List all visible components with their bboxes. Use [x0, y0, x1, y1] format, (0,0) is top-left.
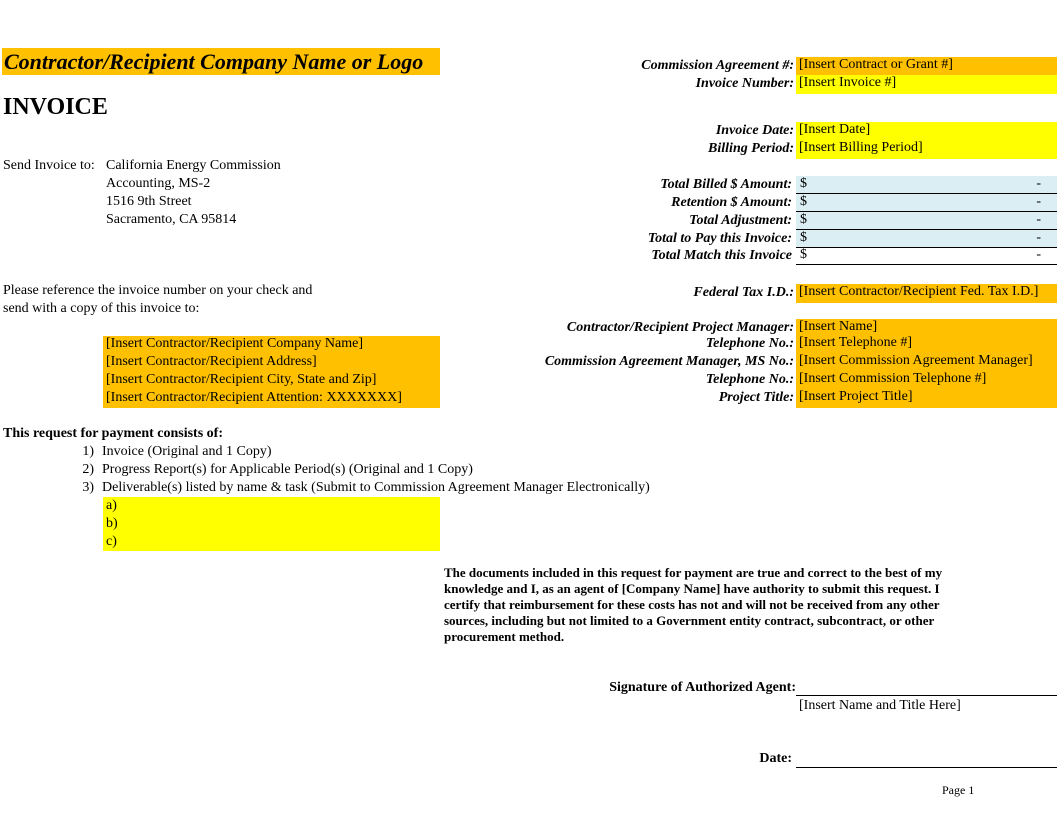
amount-value: -: [1036, 194, 1041, 209]
list-text: Invoice (Original and 1 Copy): [102, 444, 272, 459]
company-logo-placeholder: Contractor/Recipient Company Name or Logo: [2, 48, 440, 75]
certification-line: certify that reimbursement for these costs has not and will not be received from any other: [444, 597, 940, 612]
invoice-number-label: Invoice Number:: [695, 76, 794, 91]
total-to-pay-label: Total to Pay this Invoice:: [647, 231, 792, 246]
project-manager-label: Contractor/Recipient Project Manager:: [566, 320, 794, 335]
agreement-manager-label: Commission Agreement Manager, MS No.:: [544, 354, 794, 369]
amount-value: -: [1036, 212, 1041, 227]
billing-period-label: Billing Period:: [708, 141, 794, 156]
federal-tax-id-label: Federal Tax I.D.:: [693, 285, 794, 300]
currency-symbol: $: [800, 247, 807, 262]
total-match-label: Total Match this Invoice: [651, 248, 792, 263]
deliverables-block[interactable]: [103, 497, 440, 551]
federal-tax-id-field[interactable]: [Insert Contractor/Recipient Fed. Tax I.D.]: [796, 284, 1057, 303]
total-match-field[interactable]: [796, 247, 1057, 265]
retention-amount-field[interactable]: [796, 194, 1057, 212]
amount-value: -: [1036, 247, 1041, 262]
amount-value: -: [1036, 230, 1041, 245]
send-to-line: California Energy Commission: [106, 158, 281, 173]
commission-agreement-label: Commission Agreement #:: [641, 58, 794, 73]
contractor-address-line: [Insert Contractor/Recipient City, State and Zip]: [106, 372, 377, 387]
page-number: Page 1: [942, 783, 975, 797]
list-item: [76, 480, 776, 498]
certification-line: sources, including but not limited to a Government entity contract, subcontract, or other: [444, 613, 935, 628]
total-adjustment-field[interactable]: [796, 212, 1057, 230]
project-manager-field[interactable]: [Insert Name]: [799, 319, 878, 334]
date-label: Date:: [759, 751, 792, 766]
commission-telephone-label: Telephone No.:: [705, 372, 794, 387]
telephone-label: Telephone No.:: [705, 336, 794, 351]
deliverable-item: a): [106, 498, 117, 513]
signature-line[interactable]: [796, 695, 1057, 696]
list-text: Deliverable(s) listed by name & task (Submit to Commission Agreement Manager Electronically): [102, 480, 650, 495]
contractor-address-line: [Insert Contractor/Recipient Address]: [106, 354, 317, 369]
currency-symbol: $: [800, 230, 807, 245]
list-item: [76, 444, 776, 462]
reference-note: send with a copy of this invoice to:: [3, 301, 200, 316]
send-to-line: Accounting, MS-2: [106, 176, 211, 191]
commission-telephone-field[interactable]: [Insert Commission Telephone #]: [799, 371, 987, 386]
commission-agreement-field[interactable]: [Insert Contract or Grant #]: [796, 57, 1057, 76]
currency-symbol: $: [800, 176, 807, 191]
send-to-line: 1516 9th Street: [106, 194, 192, 209]
project-title-field[interactable]: [Insert Project Title]: [799, 389, 913, 404]
total-billed-label: Total Billed $ Amount:: [660, 177, 792, 192]
list-text: Progress Report(s) for Applicable Period(s) (Original and 1 Copy): [102, 462, 473, 477]
deliverable-item: b): [106, 516, 118, 531]
contractor-address-line: [Insert Contractor/Recipient Company Name]: [106, 336, 363, 351]
currency-symbol: $: [800, 194, 807, 209]
retention-amount-label: Retention $ Amount:: [671, 195, 792, 210]
date-line[interactable]: [796, 767, 1057, 768]
invoice-date-field[interactable]: [Insert Date]: [796, 122, 1057, 141]
list-number: 2): [82, 462, 94, 477]
send-to-label: Send Invoice to:: [3, 158, 95, 173]
amount-value: -: [1036, 176, 1041, 191]
signature-label: Signature of Authorized Agent:: [609, 680, 796, 695]
total-to-pay-field[interactable]: [796, 230, 1057, 248]
billing-period-field[interactable]: [Insert Billing Period]: [796, 140, 1057, 159]
agreement-manager-field[interactable]: [Insert Commission Agreement Manager]: [799, 353, 1033, 368]
certification-line: The documents included in this request for payment are true and correct to the best of my: [444, 565, 943, 580]
list-item: [76, 462, 776, 480]
page-title: INVOICE: [3, 94, 108, 120]
certification-text: [444, 565, 942, 645]
reference-note: Please reference the invoice number on your check and: [3, 283, 313, 298]
list-number: 1): [82, 444, 94, 459]
deliverable-item: c): [106, 534, 117, 549]
invoice-date-label: Invoice Date:: [715, 123, 794, 138]
telephone-field[interactable]: [Insert Telephone #]: [799, 335, 913, 350]
send-to-line: Sacramento, CA 95814: [106, 212, 237, 227]
certification-line: procurement method.: [444, 629, 565, 644]
total-adjustment-label: Total Adjustment:: [689, 213, 792, 228]
project-title-label: Project Title:: [718, 390, 794, 405]
contractor-address-line: [Insert Contractor/Recipient Attention: XXXXXXX]: [106, 390, 402, 405]
payment-request-heading: This request for payment consists of:: [3, 426, 223, 441]
total-billed-field[interactable]: [796, 176, 1057, 194]
currency-symbol: $: [800, 212, 807, 227]
list-number: 3): [82, 480, 94, 495]
certification-line: knowledge and I, as an agent of [Company Name] have authority to submit this request. I: [444, 581, 940, 596]
signature-name-placeholder: [Insert Name and Title Here]: [799, 698, 961, 713]
invoice-number-field[interactable]: [Insert Invoice #]: [796, 75, 1057, 94]
